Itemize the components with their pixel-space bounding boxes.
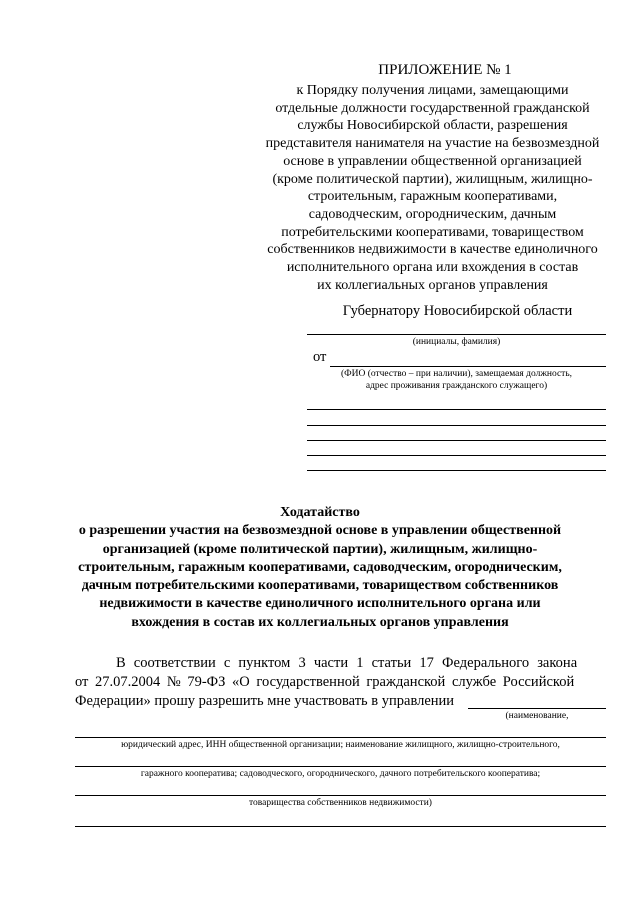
fio-caption-line2: адрес проживания гражданского служащего): [365, 381, 548, 391]
caption-name: (наименование,: [505, 711, 569, 721]
body-line-1: В соответствии с пунктом 3 части 1 статьи 17 Федерального закона: [116, 655, 578, 671]
petition-subtitle-line: организацией (кроме политической партии), жилищным, жилищно-: [102, 541, 538, 557]
annex-line: основе в управлении общественной организацией: [283, 153, 582, 169]
annex-line: потребительскими кооперативами, товариществом: [281, 224, 584, 240]
caption-cooperative: гаражного кооператива; садоводческого, огороднического, дачного потребительского кооператива;: [140, 769, 541, 779]
initials-field-line[interactable]: [307, 334, 606, 335]
petition-subtitle-line: недвижимости в качестве единоличного исполнительного органа или: [99, 596, 541, 612]
annex-line: к Порядку получения лицами, замещающими: [296, 83, 569, 98]
annex-line: (кроме политической партии), жилищным, жилищно-: [272, 171, 593, 187]
annex-line: службы Новосибирской области, разрешения: [297, 118, 568, 134]
petition-subtitle-line: дачным потребительскими кооперативами, товариществом собственников: [81, 578, 559, 594]
annex-line: отдельные должности государственной гражданской: [275, 100, 590, 116]
petition-heading: Ходатайство: [280, 505, 360, 520]
address-field-line[interactable]: [307, 440, 606, 441]
from-label: от: [313, 349, 327, 365]
caption-partnership: товарищества собственников недвижимости): [249, 798, 432, 808]
address-field-line[interactable]: [307, 425, 606, 426]
annex-line: строительным, гаражным кооперативами,: [307, 189, 558, 205]
petition-subtitle-line: вхождения в состав их коллегиальных органов управления: [131, 614, 509, 630]
annex-line: садоводческим, огородническим, дачным: [308, 206, 557, 222]
address-field-line[interactable]: [307, 470, 606, 471]
annex-line: исполнительного органа или вхождения в состав: [286, 260, 579, 276]
initials-caption: (инициалы, фамилия): [412, 337, 501, 347]
address-field-line[interactable]: [307, 455, 606, 456]
address-field-line[interactable]: [307, 409, 606, 410]
caption-legal-address: юридический адрес, ИНН общественной организации; наименование жилищного, жилищно-строительного,: [121, 740, 560, 750]
petition-subtitle-line: о разрешении участия на безвозмездной основе в управлении общественной: [78, 523, 562, 539]
fio-caption-line1: (ФИО (отчество – при наличии), замещаемая должность,: [340, 369, 573, 379]
annex-title: ПРИЛОЖЕНИЕ № 1: [378, 62, 512, 78]
annex-line: представителя нанимателя на участие на безвозмездной: [265, 136, 600, 152]
organization-name-field-line[interactable]: [468, 708, 606, 709]
annex-line: их коллегиальных органов управления: [317, 277, 548, 293]
annex-description: [250, 82, 615, 294]
body-line-2: от 27.07.2004 № 79-ФЗ «О государственной гражданской службе Российской: [75, 674, 575, 690]
organization-field-line[interactable]: [75, 795, 606, 796]
body-line-3: Федерации» прошу разрешить мне участвовать в управлении: [75, 693, 455, 709]
petition-subtitle-line: строительным, гаражным кооперативами, садоводческим, огородническим,: [78, 559, 562, 575]
annex-line: собственников недвижимости в качестве единоличного: [267, 242, 598, 258]
organization-field-line[interactable]: [75, 737, 606, 738]
from-field-line[interactable]: [330, 366, 606, 367]
addressee-governor: Губернатору Новосибирской области: [342, 303, 573, 319]
organization-field-line[interactable]: [75, 766, 606, 767]
organization-field-line[interactable]: [75, 826, 606, 827]
petition-title: [0, 504, 640, 632]
